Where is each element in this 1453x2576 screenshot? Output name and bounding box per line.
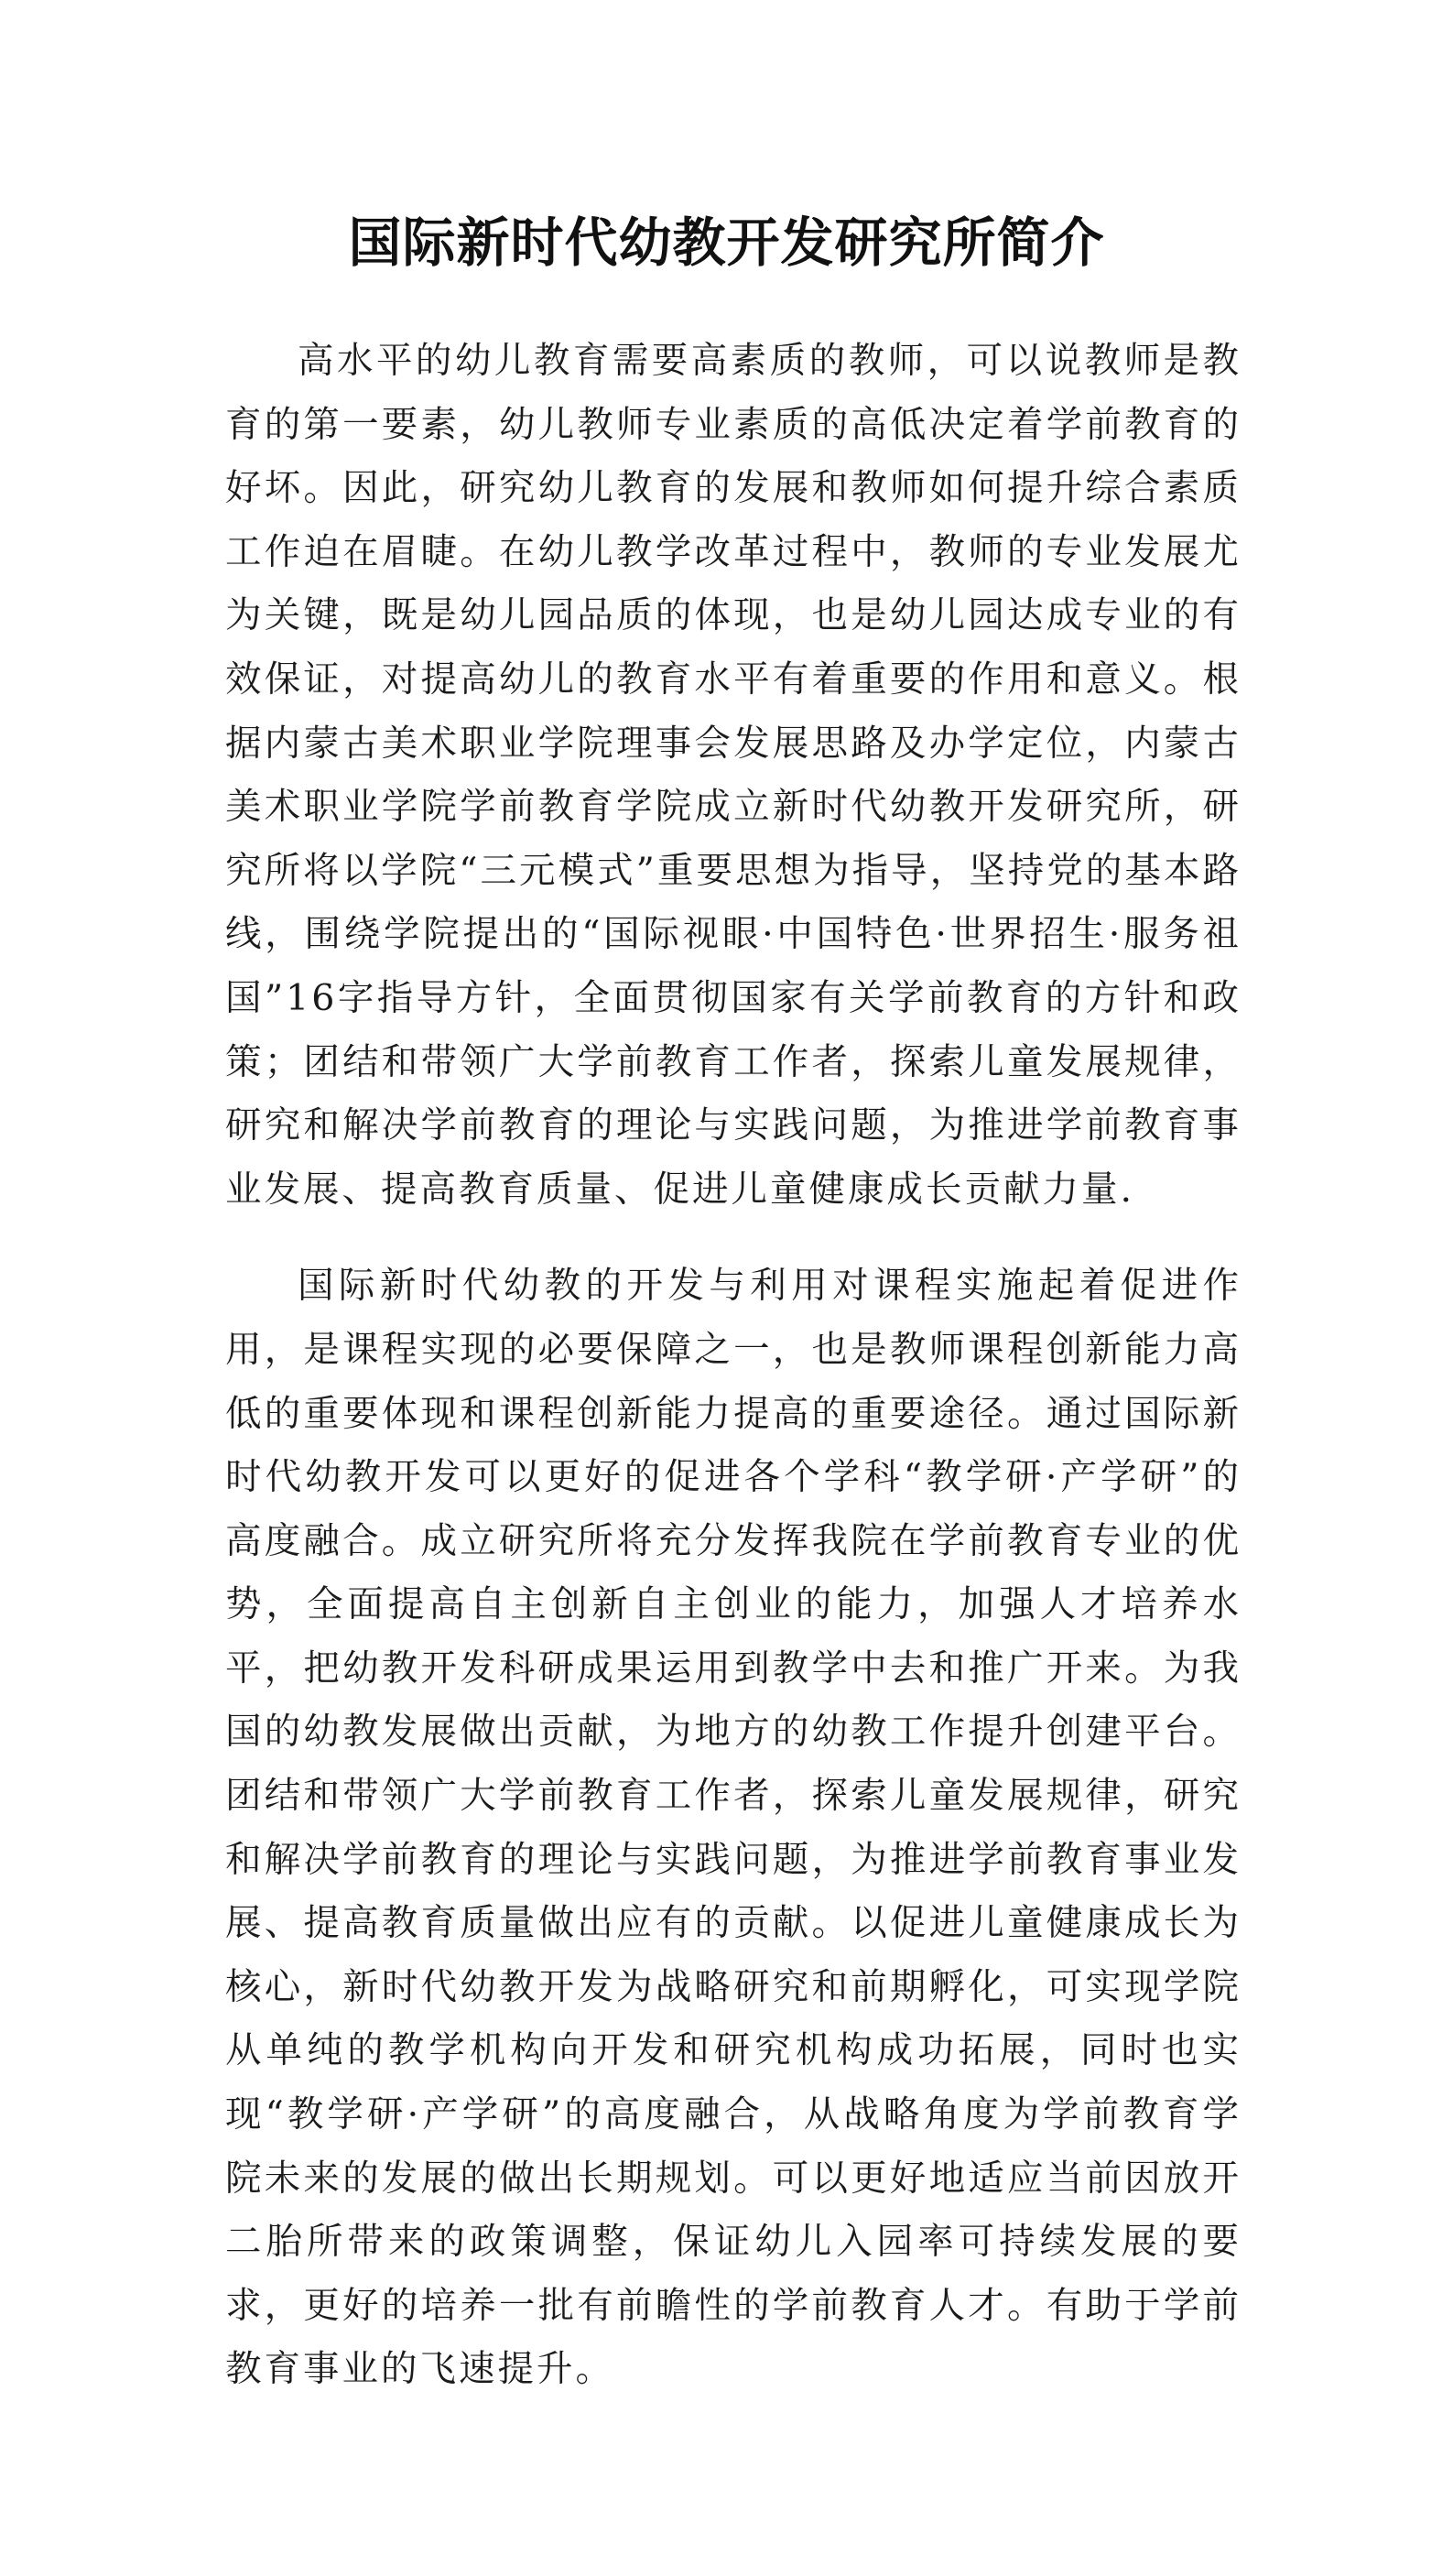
document-title: 国际新时代幼教开发研究所简介 — [348, 211, 1105, 274]
paragraph-2: 国际新时代幼教的开发与利用对课程实施起着促进作用，是课程实现的必要保障之一，也是教师课程创新能力高低的重要体现和课程创新能力提高的重要途径。通过国际新时代幼教开发可以更好的促进各个学科“教学研·产学研”的高度融合。成立研究所将充分发挥我院在学前教育专业的优势，全面提高自主创新自主创业的能力，加强人才培养水平，把幼教开发科研成果运用到教学中去和推广开来。为我国的幼教发展做出贡献，为地方的幼教工作提升创建平台。团结和带领广大学前教育工作者，探索儿童发展规律，研究和解决学前教育的理论与实践问题，为推进学前教育事业发展、提高教育质量做出应有的贡献。以促进儿童健康成长为核心，新时代幼教开发为战略研究和前期孵化，可实现学院从单纯的教学机构向开发和研究机构成功拓展，同时也实现“教学研·产学研”的高度融合，从战略角度为学前教育学院未来的发展的做出长期规划。可以更好地适应当前因放开二胎所带来的政策调整，保证幼儿入园率可持续发展的要求，更好的培养一批有前瞻性的学前教育人才。有助于学前教育事业的飞速提升。 — [225, 1265, 1242, 2391]
document-body — [225, 330, 1242, 2402]
paragraph-1: 高水平的幼儿教育需要高素质的教师，可以说教师是教育的第一要素，幼儿教师专业素质的高低决定着学前教育的好坏。因此，研究幼儿教育的发展和教师如何提升综合素质工作迫在眉睫。在幼儿教学改革过程中，教师的专业发展尤为关键，既是幼儿园品质的体现，也是幼儿园达成专业的有效保证，对提高幼儿的教育水平有着重要的作用和意义。根据内蒙古美术职业学院理事会发展思路及办学定位，内蒙古美术职业学院学前教育学院成立新时代幼教开发研究所，研究所将以学院“三元模式”重要思想为指导，坚持党的基本路线，围绕学院提出的“国际视眼·中国特色·世界招生·服务祖国”16字指导方针，全面贯彻国家有关学前教育的方针和政策；团结和带领广大学前教育工作者，探索儿童发展规律，研究和解决学前教育的理论与实践问题，为推进学前教育事业发展、提高教育质量、促进儿童健康成长贡献力量. — [225, 340, 1242, 1211]
